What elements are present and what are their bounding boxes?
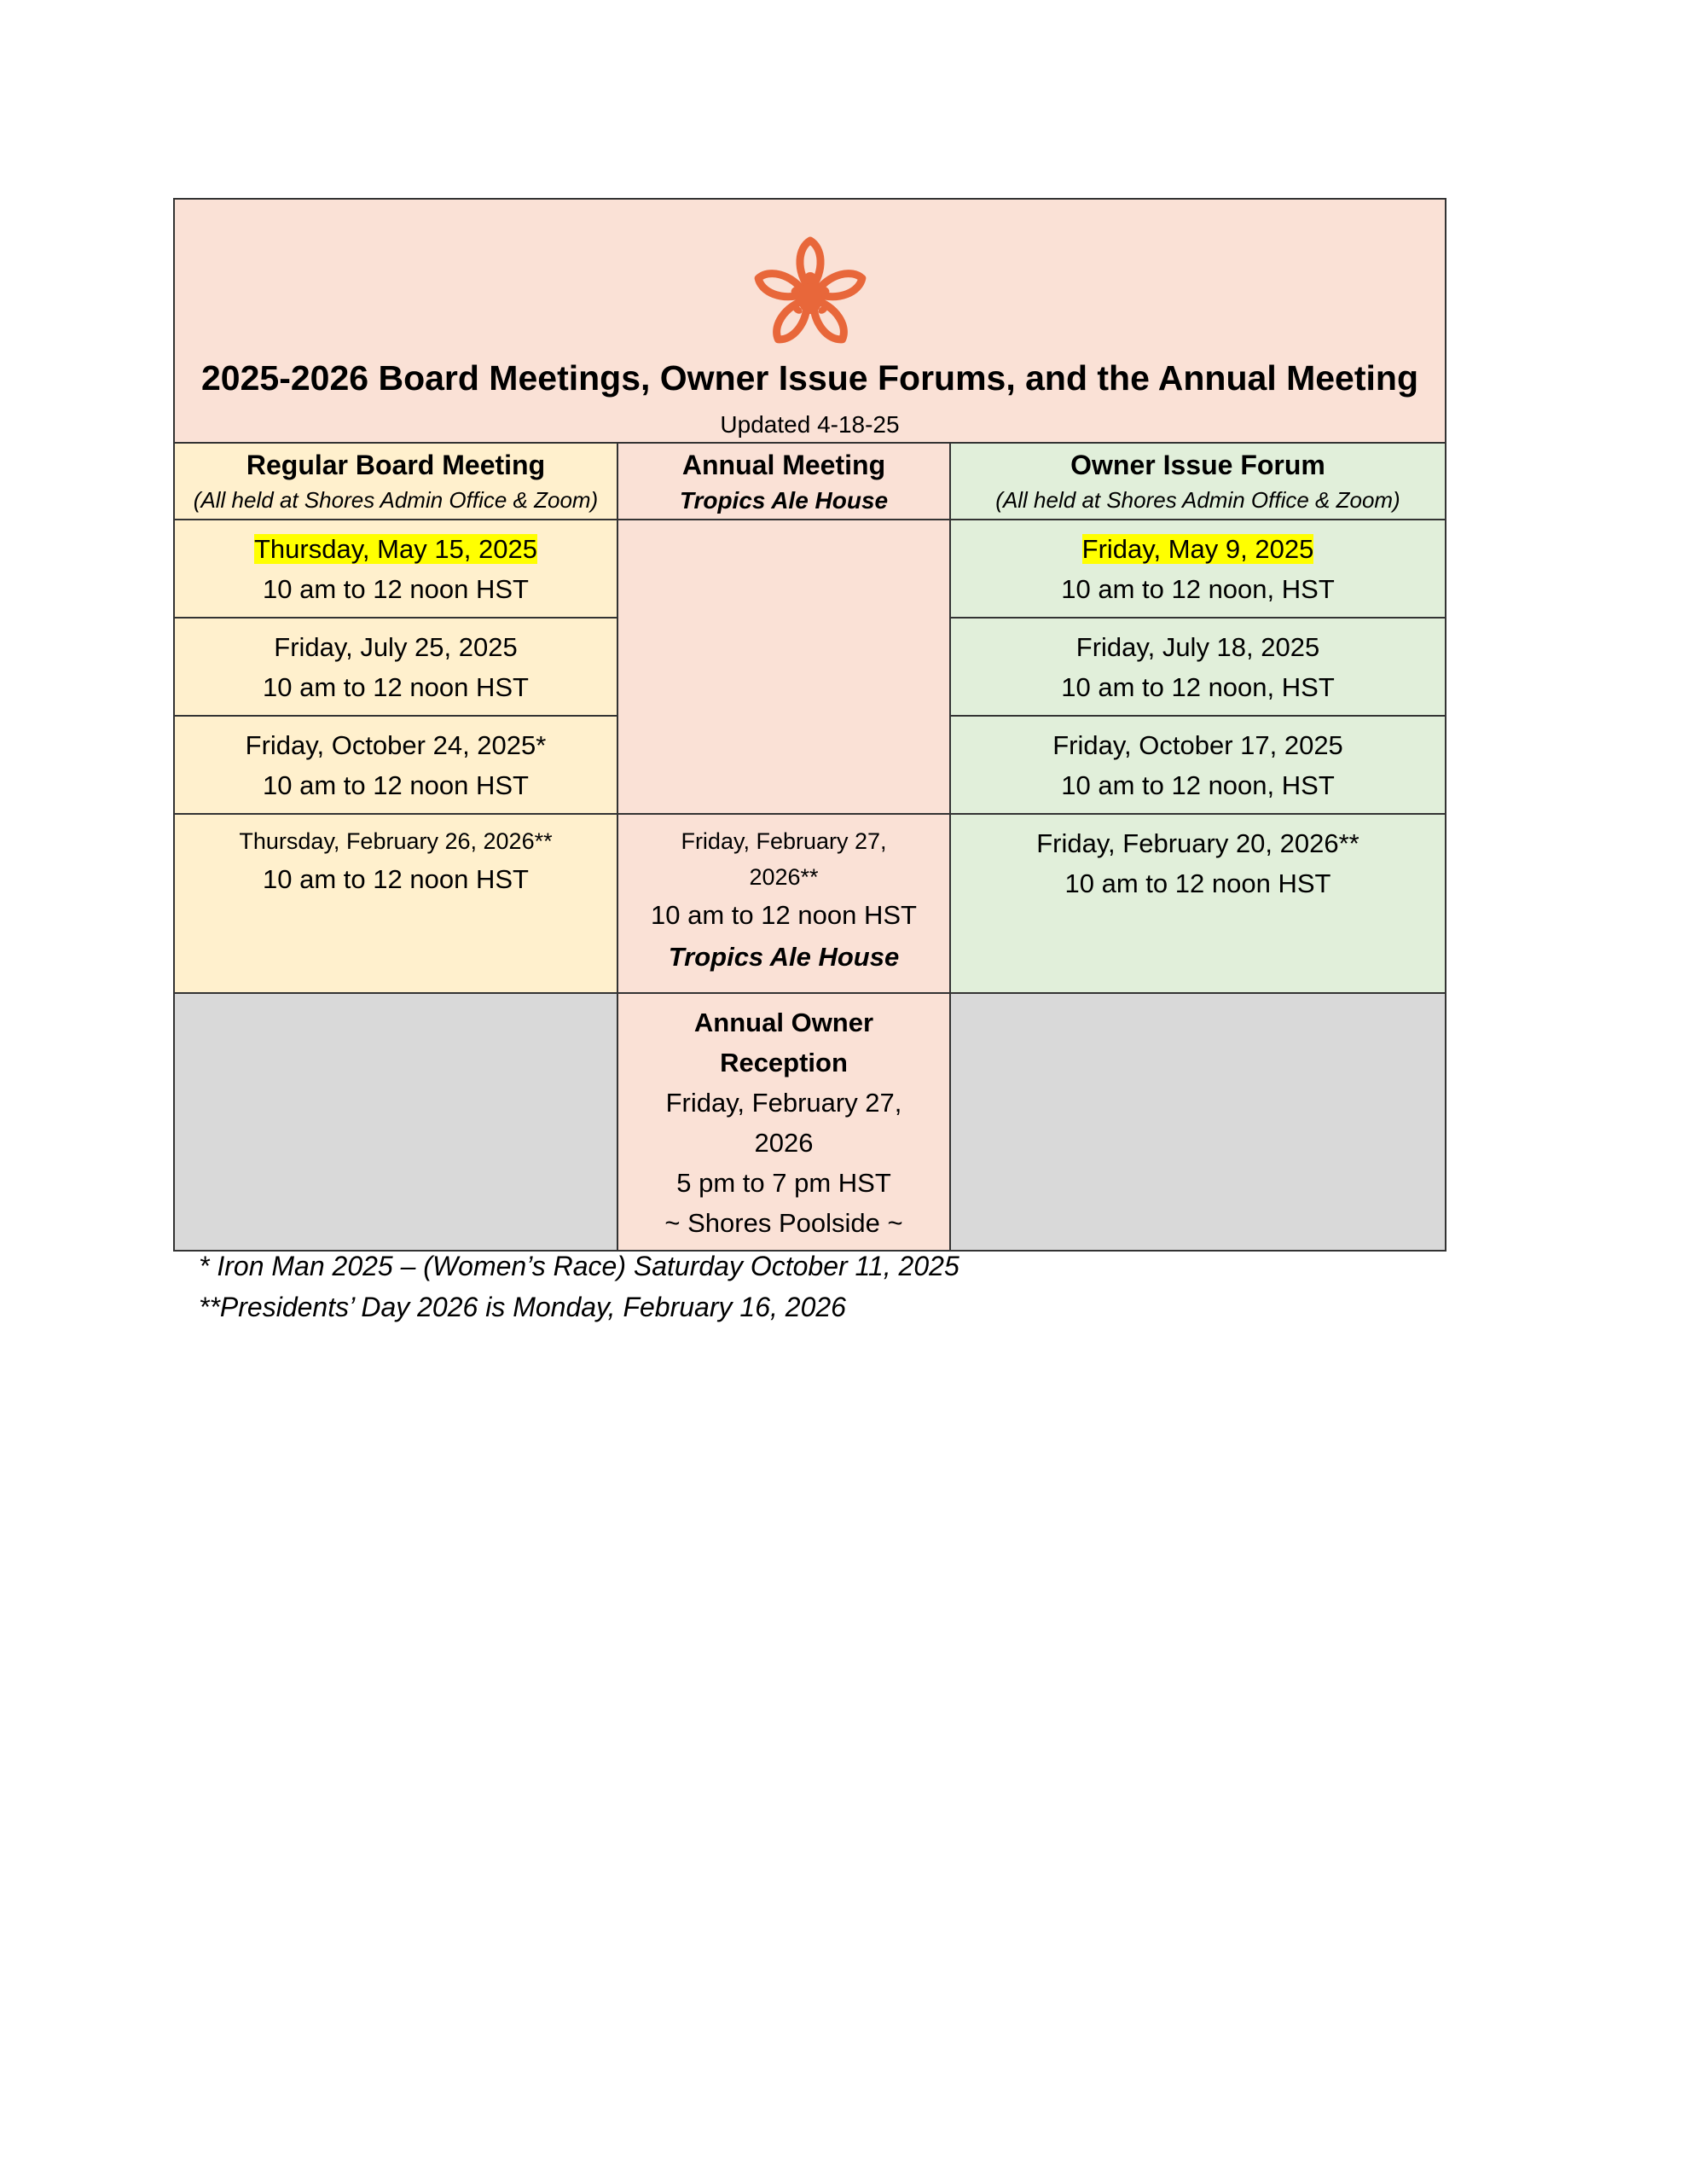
- reception-title-line2: Reception: [720, 1048, 848, 1077]
- board-meeting-time: 10 am to 12 noon HST: [263, 770, 529, 800]
- board-meeting-date: Thursday, February 26, 2026**: [239, 828, 553, 854]
- footnotes: [199, 1246, 959, 1327]
- forum-time: 10 am to 12 noon HST: [1064, 868, 1331, 898]
- schedule-document: [173, 198, 1446, 1252]
- board-meeting-cell: [175, 520, 618, 619]
- flower-turtle-logo-icon: [751, 235, 870, 355]
- annual-meeting-date-line1: Friday, February 27,: [681, 828, 887, 854]
- forum-cell: [951, 717, 1445, 815]
- board-meeting-cell: [175, 619, 618, 717]
- forum-date: Friday, October 17, 2025: [1052, 730, 1343, 760]
- forum-time: 10 am to 12 noon, HST: [1061, 574, 1335, 604]
- board-column-subtitle: (All held at Shores Admin Office & Zoom): [193, 487, 599, 513]
- empty-cell: [175, 994, 618, 1250]
- forum-time: 10 am to 12 noon, HST: [1061, 770, 1335, 800]
- updated-date: Updated 4-18-25: [720, 411, 900, 438]
- forum-cell: [951, 619, 1445, 717]
- board-meeting-date: Friday, July 25, 2025: [274, 632, 518, 662]
- schedule-table: [175, 444, 1445, 1250]
- forum-cell: [951, 520, 1445, 619]
- board-column-header: [175, 444, 618, 520]
- footnote: * Iron Man 2025 – (Women’s Race) Saturday October 11, 2025: [199, 1251, 959, 1281]
- annual-meeting-venue: Tropics Ale House: [668, 942, 900, 972]
- reception-cell: [618, 994, 951, 1250]
- board-meeting-time: 10 am to 12 noon HST: [263, 672, 529, 702]
- annual-meeting-time: 10 am to 12 noon HST: [651, 900, 917, 930]
- board-column-title: Regular Board Meeting: [246, 450, 546, 480]
- reception-date-line2: 2026: [754, 1128, 814, 1158]
- forum-date: Friday, May 9, 2025: [1081, 534, 1314, 564]
- forum-date: Friday, February 20, 2026**: [1036, 828, 1359, 858]
- reception-date-line1: Friday, February 27,: [665, 1088, 902, 1118]
- footnote: **Presidents’ Day 2026 is Monday, February 16, 2026: [199, 1292, 846, 1322]
- board-meeting-date: Thursday, May 15, 2025: [254, 534, 537, 564]
- annual-column-subtitle: Tropics Ale House: [679, 487, 889, 514]
- forum-cell: [951, 815, 1445, 994]
- annual-meeting-cell: [618, 815, 951, 994]
- board-meeting-time: 10 am to 12 noon HST: [263, 574, 529, 604]
- reception-title-line1: Annual Owner: [693, 1008, 874, 1037]
- forum-time: 10 am to 12 noon, HST: [1061, 672, 1335, 702]
- forum-column-subtitle: (All held at Shores Admin Office & Zoom): [995, 487, 1400, 513]
- reception-time: 5 pm to 7 pm HST: [676, 1168, 891, 1198]
- board-meeting-cell: [175, 815, 618, 994]
- board-meeting-date: Friday, October 24, 2025*: [245, 730, 547, 760]
- annual-empty-cell: [618, 520, 951, 815]
- page-title: 2025-2026 Board Meetings, Owner Issue Forums, and the Annual Meeting: [201, 358, 1418, 398]
- reception-venue: ~ Shores Poolside ~: [664, 1208, 903, 1238]
- annual-column-title: Annual Meeting: [681, 450, 886, 480]
- annual-meeting-date-line2: 2026**: [749, 864, 819, 890]
- forum-column-title: Owner Issue Forum: [1070, 450, 1325, 480]
- board-meeting-cell: [175, 717, 618, 815]
- forum-column-header: [951, 444, 1445, 520]
- annual-column-header: [618, 444, 951, 520]
- board-meeting-time: 10 am to 12 noon HST: [263, 864, 529, 894]
- forum-date: Friday, July 18, 2025: [1075, 632, 1320, 662]
- document-header: [175, 200, 1445, 444]
- empty-cell: [951, 994, 1445, 1250]
